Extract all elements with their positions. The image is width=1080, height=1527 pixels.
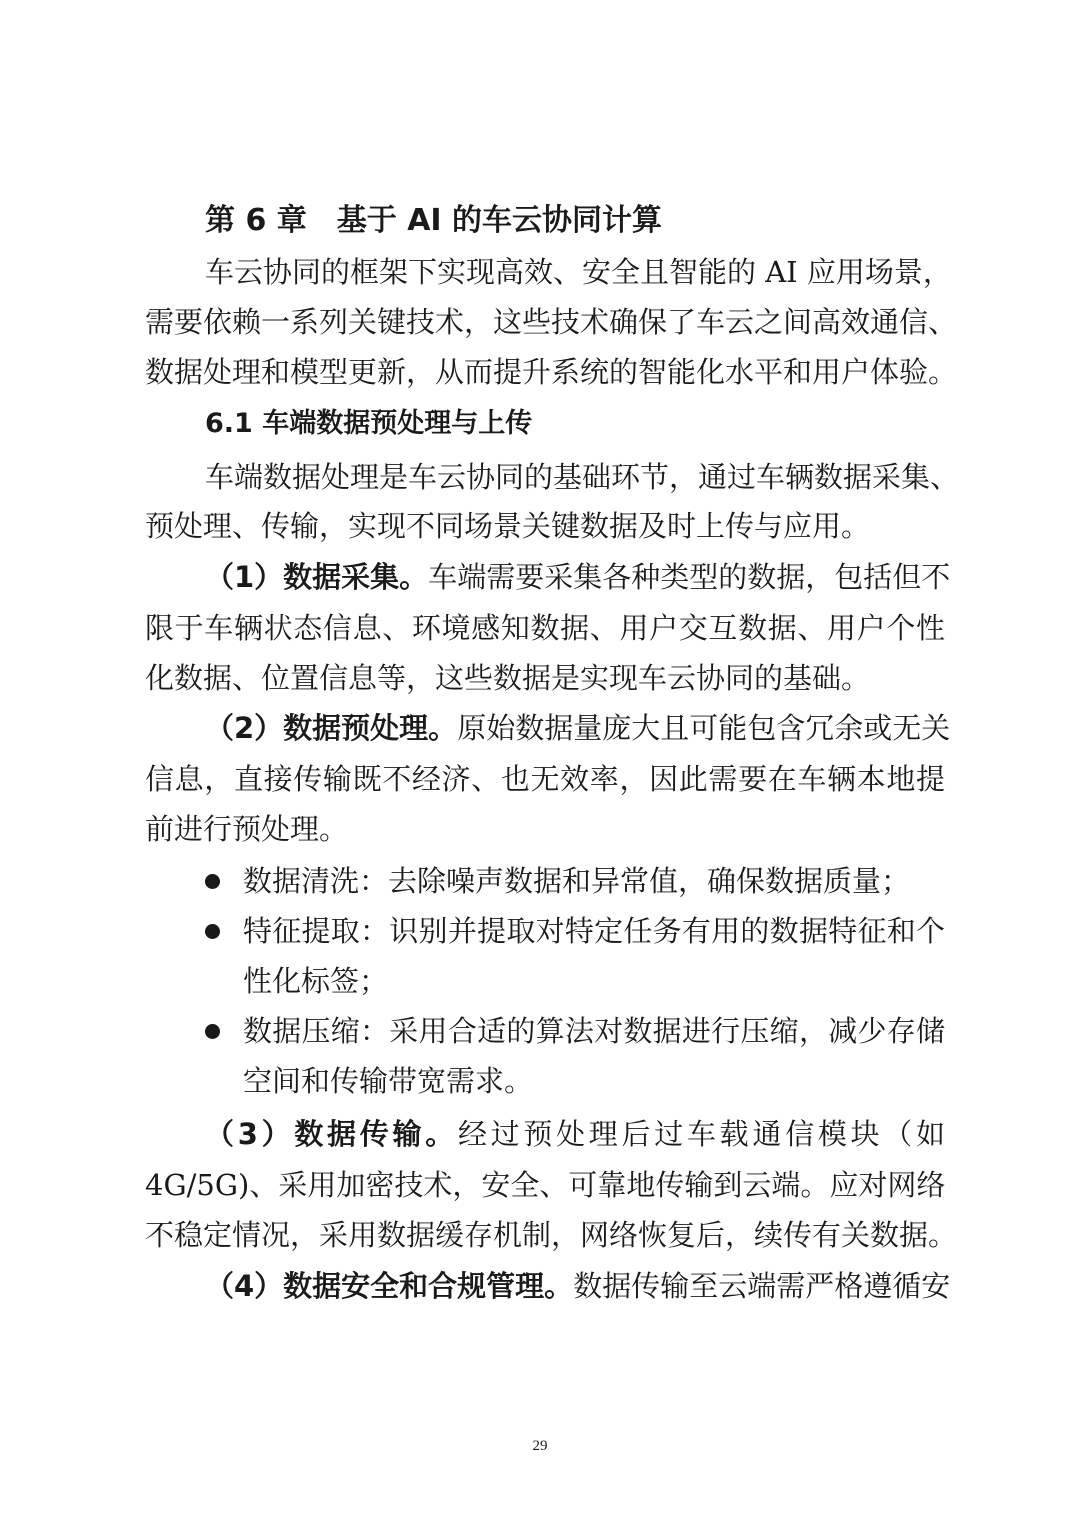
intro-line-3: 数据处理和模型更新，从而提升系统的智能化水平和用户体验。 xyxy=(145,355,958,389)
item3-label: （3）数据传输。 xyxy=(205,1117,458,1151)
bullet-1-line-1: 数据清洗：去除噪声数据和异常值，确保数据质量； xyxy=(243,864,911,898)
item2-text-1: 原始数据量庞大且可能包含冗余或无关 xyxy=(457,711,951,745)
intro-line-2: 需要依赖一系列关键技术，这些技术确保了车云之间高效通信、 xyxy=(145,305,958,339)
bullet-dot-3 xyxy=(205,1024,220,1039)
page-number: 29 xyxy=(532,1438,548,1454)
item2-line-3: 前进行预处理。 xyxy=(145,812,349,846)
bullet-3-line-1: 数据压缩：采用合适的算法对数据进行压缩，减少存储 xyxy=(243,1014,945,1048)
section-intro-line-2: 预处理、传输，实现不同场景关键数据及时上传与应用。 xyxy=(145,509,871,543)
item1-text-1: 车端需要采集各种类型的数据，包括但不 xyxy=(428,560,951,594)
item4-text-1: 数据传输至云端需严格遵循安 xyxy=(573,1269,951,1303)
item3-text-1: 经过预处理后过车载通信模块（如 xyxy=(457,1117,945,1151)
item4-label: （4）数据安全和合规管理。 xyxy=(205,1269,574,1303)
item4-line-1 xyxy=(205,1266,951,1306)
item2-line-1 xyxy=(205,708,951,748)
section-intro-line-1: 车端数据处理是车云协同的基础环节，通过车辆数据采集、 xyxy=(205,460,960,494)
item2-label: （2）数据预处理。 xyxy=(205,711,458,745)
item1-line-3: 化数据、位置信息等，这些数据是实现车云协同的基础。 xyxy=(145,661,871,695)
section-title: 6.1 车端数据预处理与上传 xyxy=(205,408,533,439)
item3-line-3: 不稳定情况，采用数据缓存机制，网络恢复后，续传有关数据。 xyxy=(145,1218,958,1252)
chapter-title: 第 6 章 基于 AI 的车云协同计算 xyxy=(205,203,663,238)
item3-line-2: 4G/5G)、采用加密技术，安全、可靠地传输到云端。应对网络 xyxy=(145,1168,946,1202)
item1-line-2: 限于车辆状态信息、环境感知数据、用户交互数据、用户个性 xyxy=(145,611,945,645)
bullet-dot-2 xyxy=(205,924,220,939)
item3-line-1 xyxy=(205,1114,945,1154)
bullet-3-line-2: 空间和传输带宽需求。 xyxy=(243,1064,534,1098)
bullet-2-line-1: 特征提取：识别并提取对特定任务有用的数据特征和个 xyxy=(243,914,945,948)
item2-line-2: 信息，直接传输既不经济、也无效率，因此需要在车辆本地提 xyxy=(145,762,945,796)
bullet-2-line-2: 性化标签； xyxy=(243,964,389,998)
item1-label: （1）数据采集。 xyxy=(205,560,429,594)
item1-line-1 xyxy=(205,557,951,597)
bullet-dot-1 xyxy=(205,874,220,889)
intro-line-1: 车云协同的框架下实现高效、安全且智能的 AI 应用场景， xyxy=(205,255,952,289)
